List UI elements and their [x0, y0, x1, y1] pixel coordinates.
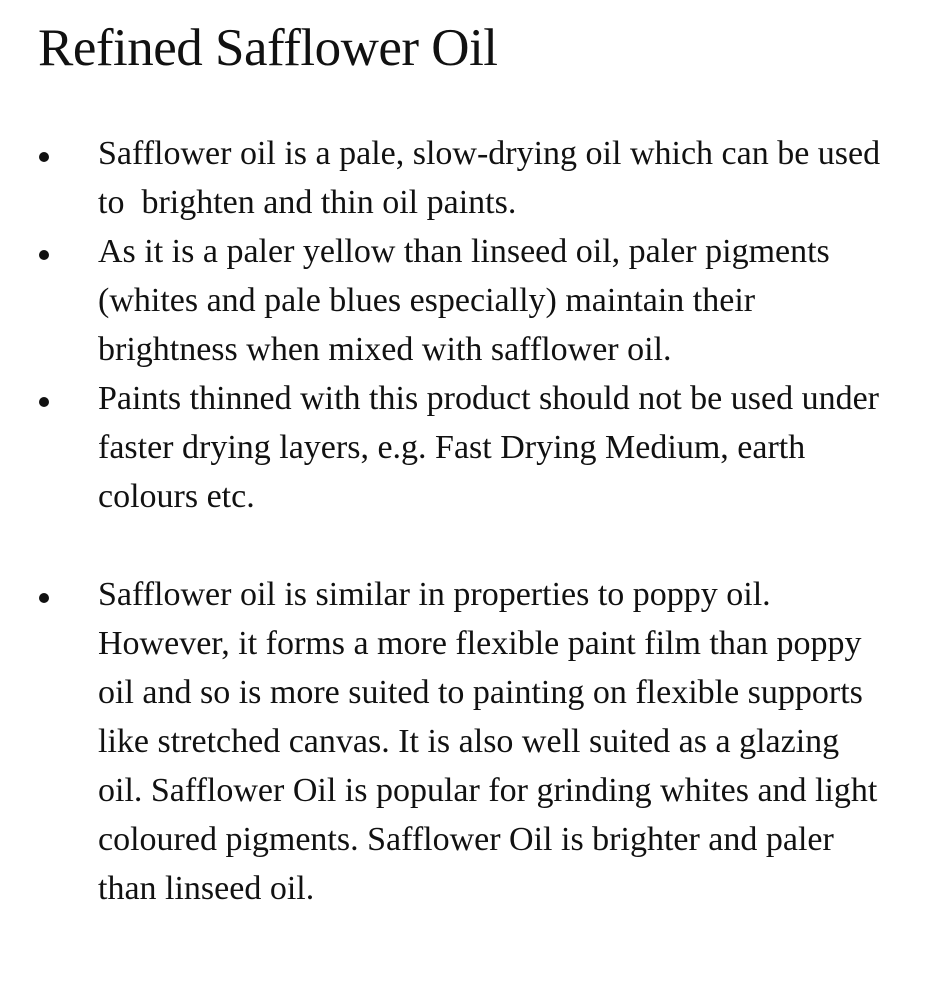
bullet-text: Safflower oil is similar in properties to poppy oil. However, it forms a more flexible paint film than poppy oil and so is more suited to painting on flexible supports like stretched canvas. It is also well suited as a glazing oil. Safflower Oil is popular for grinding whites and light coloured pigments. Safflower Oil is brighter and paler than linseed oil. [98, 576, 886, 907]
bullet-dot-icon [39, 152, 49, 162]
bullet-item [0, 227, 926, 374]
bullet-text: Paints thinned with this product should not be used under faster drying layers, e.g. Fast Drying Medium, earth colours etc. [98, 380, 888, 515]
bullet-dot-icon [39, 397, 49, 407]
bullet-text: As it is a paler yellow than linseed oil, paler pigments (whites and pale blues especially) maintain their brightness when mixed with safflower oil. [98, 233, 839, 368]
bullet-item [0, 374, 926, 521]
bullet-text: Safflower oil is a pale, slow-drying oil which can be used to brighten and thin oil paints. [98, 135, 889, 221]
page-title: Refined Safflower Oil [38, 19, 498, 77]
bullet-item [0, 570, 926, 913]
bullet-dot-icon [39, 250, 49, 260]
bullet-dot-icon [39, 593, 49, 603]
bullet-item [0, 129, 926, 227]
bullet-list [0, 129, 926, 913]
